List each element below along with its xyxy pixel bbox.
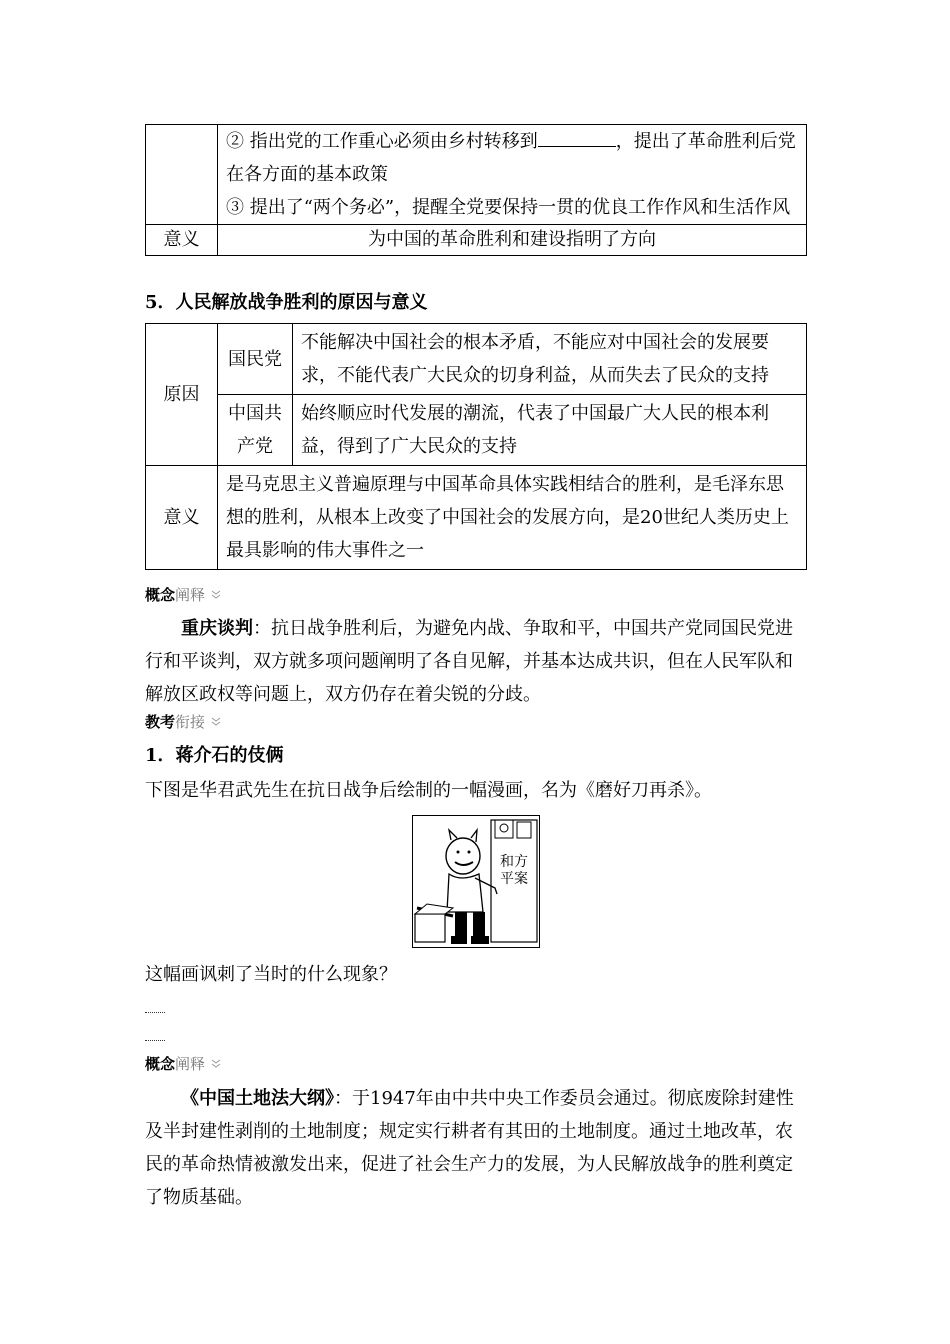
- meaning-text-2: 是马克思主义普遍原理与中国革命具体实践相结合的胜利，是毛泽东思想的胜利，从根本上改变了中国社会的发展方向，是20世纪人类历史上最具影响的伟大事件之一: [218, 466, 807, 570]
- point-2-post: ，提出了革命胜利后党在各方面的基本政策: [226, 131, 796, 185]
- question-1-title: 1．蒋介石的伎俩: [145, 745, 284, 766]
- double-chevron-down-icon: [210, 1059, 222, 1069]
- table-row: [146, 395, 807, 466]
- answer-line[interactable]: [145, 1012, 165, 1013]
- concept-header-bold: 概念: [145, 1055, 176, 1073]
- teach-header: [145, 712, 222, 732]
- teach-header-bold: 教考: [145, 713, 176, 731]
- landlaw-term: 《中国土地法大纲》: [181, 1088, 334, 1109]
- double-chevron-down-icon: [210, 717, 222, 727]
- point-3: ③ 提出了“两个务必”，提醒全党要保持一贯的优良工作作风和生活作风: [226, 197, 791, 218]
- cartoon-sign-text: 和方平案: [497, 854, 531, 888]
- point-2-pre: ② 指出党的工作重心必须由乡村转移到: [226, 131, 538, 152]
- answer-line[interactable]: [145, 1040, 165, 1041]
- victory-table: [145, 323, 807, 570]
- fill-blank[interactable]: [538, 128, 616, 147]
- cartoon-image: [412, 815, 540, 948]
- concept-header-2: [145, 1054, 222, 1074]
- question-1-question: 这幅画讽刺了当时的什么现象？: [145, 964, 397, 985]
- table-cell-content: [218, 125, 807, 225]
- table-row: [146, 125, 807, 225]
- teach-header-light: 衔接: [175, 713, 206, 731]
- meaning-label: 意义: [146, 466, 218, 570]
- chongqing-paragraph: [145, 612, 807, 711]
- question-1-intro: 下图是华君武先生在抗日战争后绘制的一幅漫画，名为《磨好刀再杀》。: [145, 780, 712, 801]
- double-chevron-down-icon: [210, 590, 222, 600]
- concept-header-1: [145, 585, 222, 605]
- row-label-meaning: 意义: [146, 225, 218, 256]
- kmt-text: 不能解决中国社会的根本矛盾，不能应对中国社会的发展要求，不能代表广大民众的切身利益，从而失去了民众的支持: [293, 324, 807, 395]
- policy-table: [145, 124, 807, 256]
- table-cell-empty: [146, 125, 218, 225]
- landlaw-paragraph: [145, 1082, 807, 1214]
- chongqing-term: 重庆谈判: [181, 618, 253, 639]
- landlaw-text: ：于1947年由中共中央工作委员会通过。彻底废除封建性及半封建性剥削的土地制度；规定实行耕者有其田的土地制度。通过土地改革，农民的革命热情被激发出来，促进了社会生产力的发展，为人民解放战争的胜利奠定了物质基础。: [145, 1088, 794, 1208]
- ccp-text: 始终顺应时代发展的潮流，代表了中国最广大人民的根本利益，得到了广大民众的支持: [293, 395, 807, 466]
- concept-header-bold: 概念: [145, 586, 176, 604]
- kmt-label: 国民党: [218, 324, 293, 395]
- concept-header-light: 阐释: [175, 1055, 206, 1073]
- table-row: [146, 466, 807, 570]
- concept-header-light: 阐释: [175, 586, 206, 604]
- reason-label: 原因: [146, 324, 218, 466]
- chongqing-text: ：抗日战争胜利后，为避免内战、争取和平，中国共产党同国民党进行和平谈判，双方就多项问题阐明了各自见解，并基本达成共识，但在人民军队和解放区政权等问题上，双方仍存在着尖锐的分歧。: [145, 618, 793, 705]
- table-row: [146, 225, 807, 256]
- ccp-label: 中国共产党: [218, 395, 293, 466]
- section-5-title: 5．人民解放战争胜利的原因与意义: [145, 292, 428, 313]
- meaning-text: 为中国的革命胜利和建设指明了方向: [218, 225, 807, 256]
- table-row: [146, 324, 807, 395]
